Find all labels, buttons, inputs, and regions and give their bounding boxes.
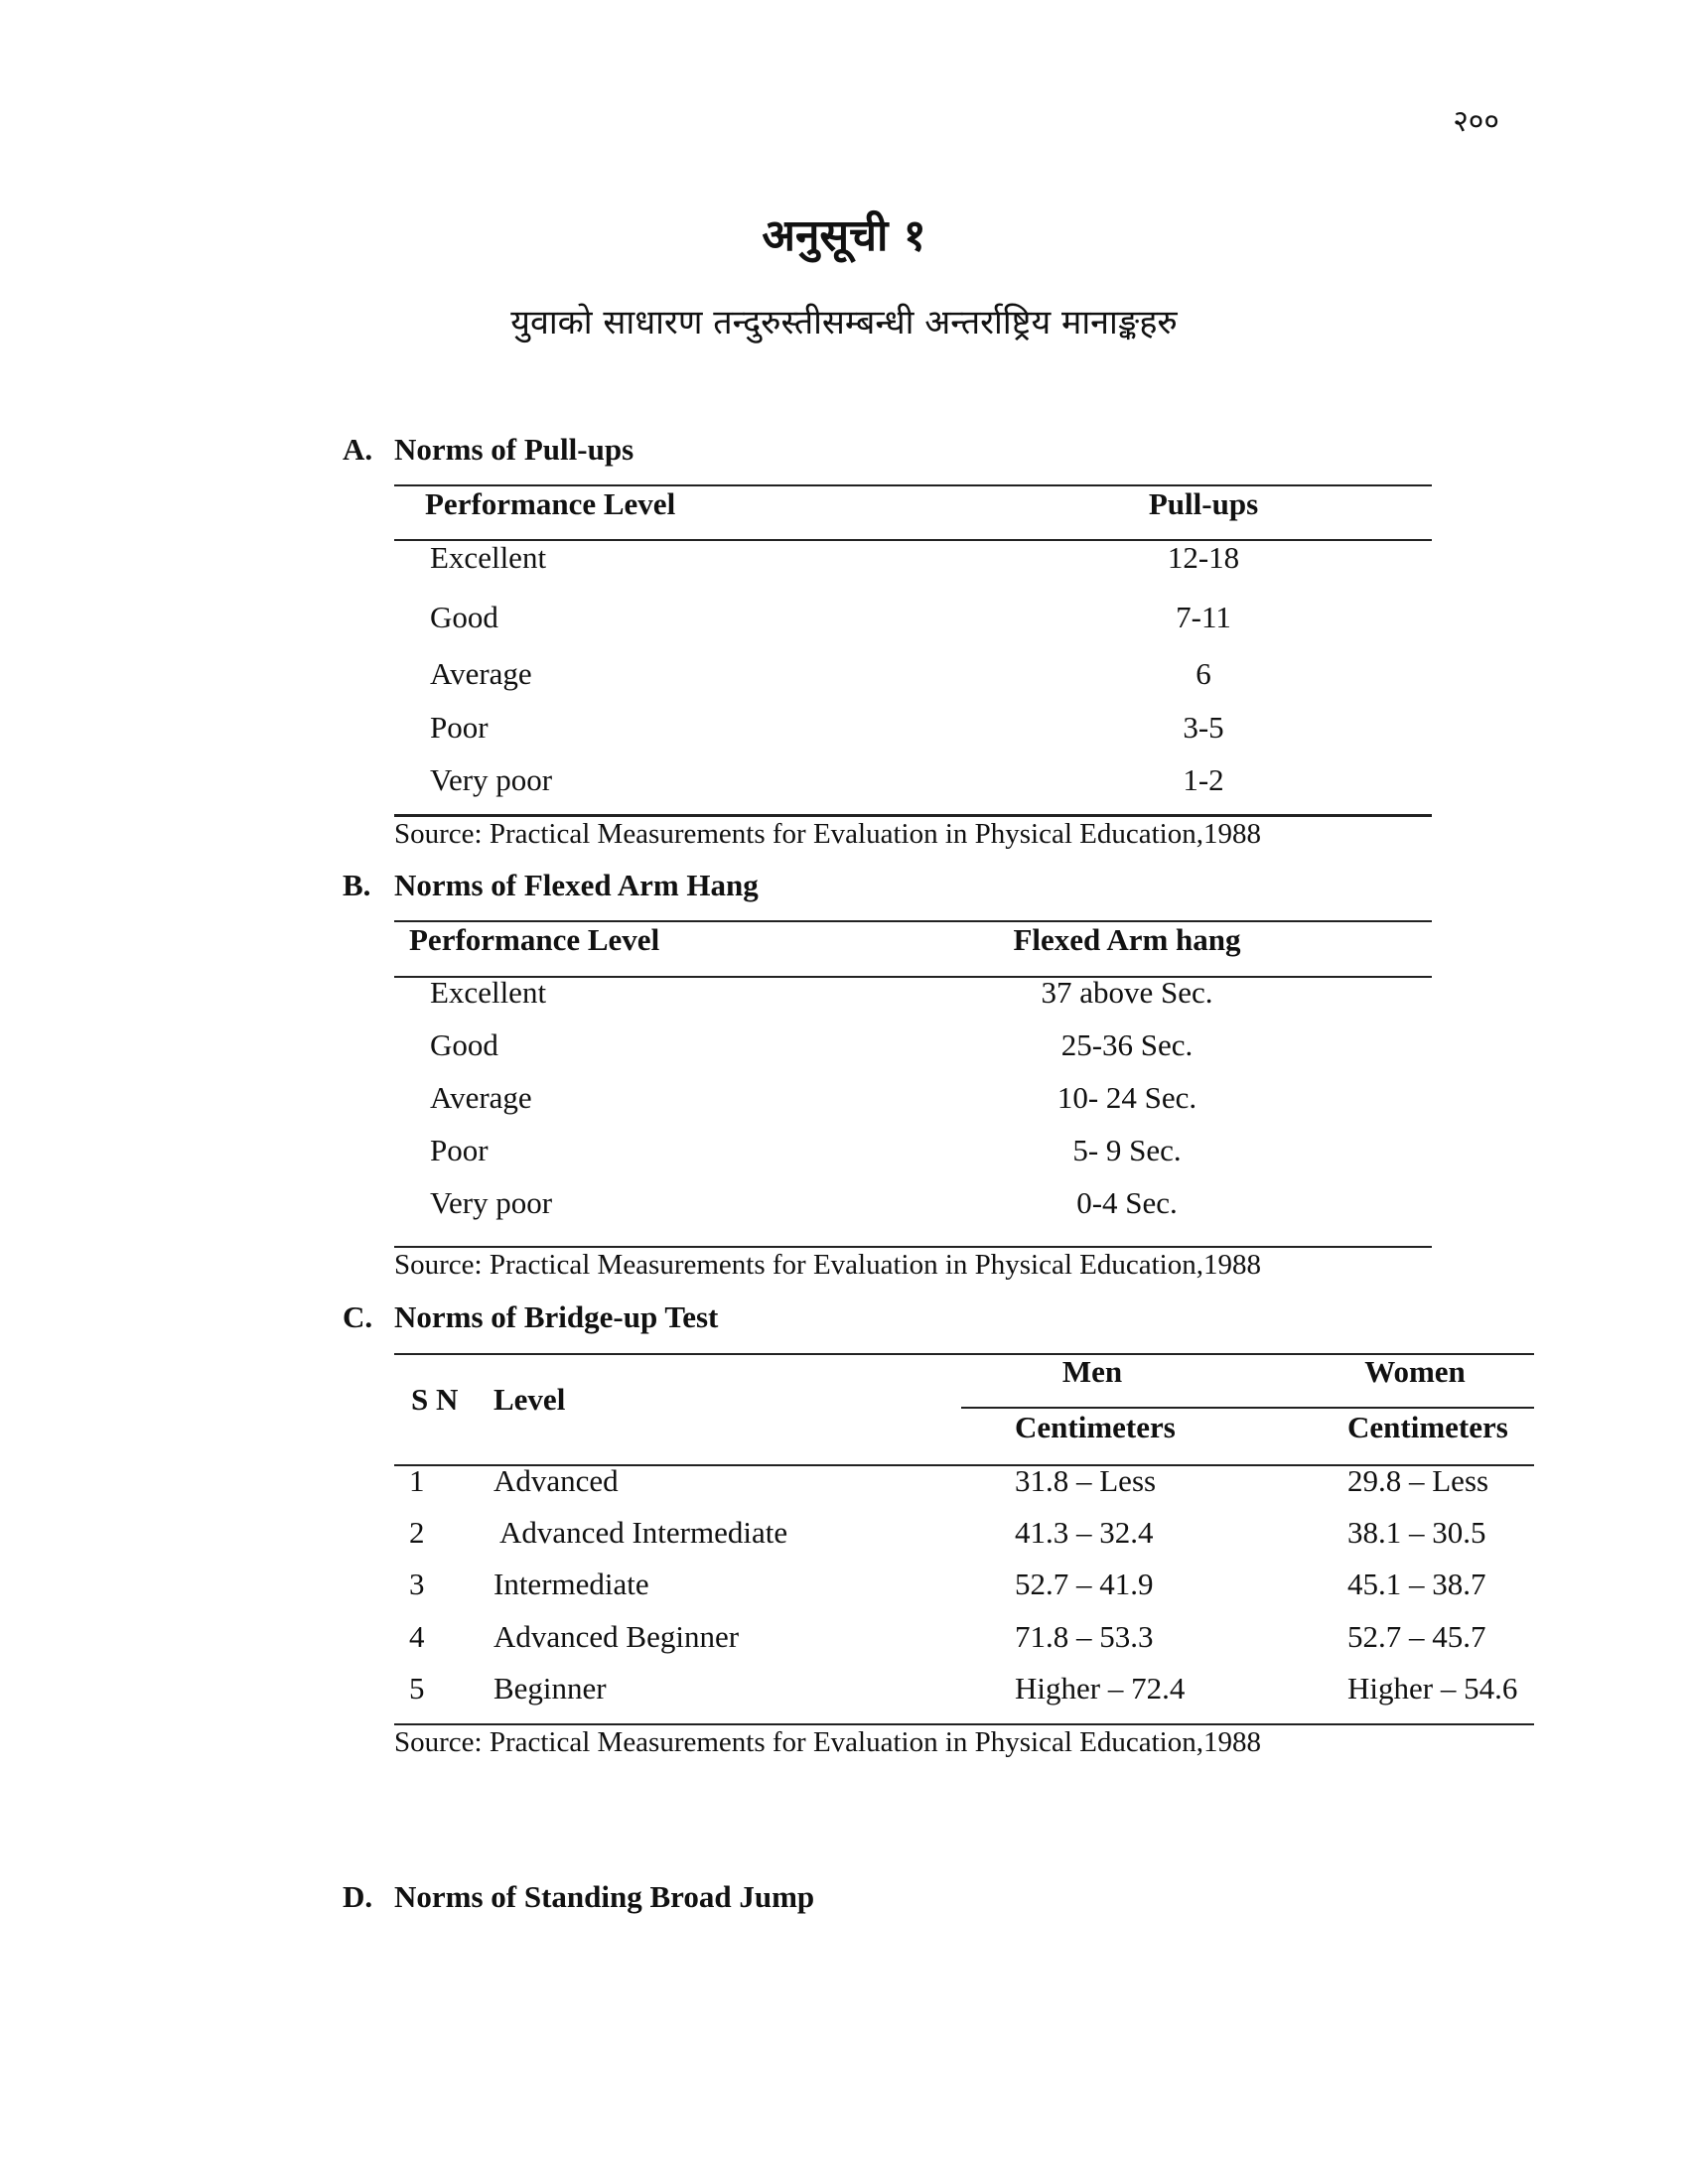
table-b-bottom-rule <box>394 1246 1432 1248</box>
table-b-level: Very poor <box>430 1185 553 1220</box>
table-c-subcol-men: Centimeters <box>1015 1410 1176 1444</box>
table-c-women: Higher – 54.6 <box>1347 1671 1518 1706</box>
table-b-value: 10- 24 Sec. <box>1056 1080 1197 1115</box>
section-letter: C. <box>343 1299 373 1334</box>
table-c-col-men: Men <box>1061 1354 1123 1389</box>
table-a-value: 12-18 <box>1167 540 1240 575</box>
table-c-level: Intermediate <box>493 1567 649 1601</box>
table-c-women: 45.1 – 38.7 <box>1347 1567 1486 1601</box>
table-a-col-level: Performance Level <box>425 486 676 521</box>
table-a-value: 6 <box>1196 656 1211 691</box>
table-c-sn: 2 <box>409 1515 425 1550</box>
table-a-bottom-rule <box>394 814 1432 817</box>
table-c-women: 38.1 – 30.5 <box>1347 1515 1486 1550</box>
page-number: २०० <box>1453 104 1499 139</box>
section-letter: A. <box>343 432 373 467</box>
table-a-col-pullups: Pull-ups <box>1148 486 1259 521</box>
table-c-col-sn: S N <box>411 1382 459 1417</box>
table-c-level: Advanced <box>493 1463 619 1498</box>
table-c-men: Higher – 72.4 <box>1015 1671 1186 1706</box>
page-title: अनुसूची १ <box>762 210 926 261</box>
table-b-col-level: Performance Level <box>409 922 660 957</box>
table-c-sn: 5 <box>409 1671 425 1706</box>
section-d-heading <box>343 1879 814 1915</box>
table-c-men: 71.8 – 53.3 <box>1015 1619 1154 1654</box>
page-subtitle: युवाको साधारण तन्दुरुस्तीसम्बन्धी अन्तर्राष्ट्रिय मानाङ्कहरु <box>510 303 1178 342</box>
table-c-level: Advanced Intermediate <box>493 1515 788 1550</box>
table-c-subcol-women: Centimeters <box>1347 1410 1508 1444</box>
table-a-level: Good <box>430 600 498 634</box>
table-c-sn: 3 <box>409 1567 425 1601</box>
table-c-level: Beginner <box>493 1671 607 1706</box>
table-c-sn: 4 <box>409 1619 425 1654</box>
table-a-source: Source: Practical Measurements for Evaluation in Physical Education,1988 <box>394 818 1261 850</box>
table-b-level: Excellent <box>430 975 547 1010</box>
table-b-source: Source: Practical Measurements for Evaluation in Physical Education,1988 <box>394 1249 1261 1281</box>
section-letter: B. <box>343 868 371 902</box>
table-a-value: 3-5 <box>1183 710 1224 745</box>
table-a-level: Average <box>430 656 532 691</box>
table-a-value: 7-11 <box>1176 600 1231 634</box>
section-a-heading <box>343 432 633 468</box>
section-title: Norms of Pull-ups <box>394 432 634 467</box>
section-title: Norms of Bridge-up Test <box>394 1299 719 1334</box>
table-b-value: 37 above Sec. <box>1041 975 1213 1010</box>
table-b-level: Good <box>430 1027 498 1062</box>
table-c-group-rule <box>961 1407 1534 1409</box>
table-b-level: Average <box>430 1080 532 1115</box>
table-a-level: Excellent <box>430 540 547 575</box>
section-c-heading <box>343 1299 718 1335</box>
table-b-header-rule <box>394 976 1432 978</box>
table-b-value: 5- 9 Sec. <box>1072 1133 1182 1167</box>
table-c-men: 41.3 – 32.4 <box>1015 1515 1154 1550</box>
table-c-women: 29.8 – Less <box>1347 1463 1489 1498</box>
section-letter: D. <box>343 1879 373 1914</box>
table-a-value: 1-2 <box>1183 762 1224 797</box>
section-b-heading <box>343 868 759 903</box>
table-c-men: 52.7 – 41.9 <box>1015 1567 1154 1601</box>
table-c-men: 31.8 – Less <box>1015 1463 1157 1498</box>
table-b-value: 0-4 Sec. <box>1076 1185 1178 1220</box>
table-a-level: Poor <box>430 710 489 745</box>
table-c-women: 52.7 – 45.7 <box>1347 1619 1486 1654</box>
table-c-source: Source: Practical Measurements for Evaluation in Physical Education,1988 <box>394 1726 1261 1758</box>
table-b-level: Poor <box>430 1133 489 1167</box>
table-b-value: 25-36 Sec. <box>1060 1027 1194 1062</box>
table-a-level: Very poor <box>430 762 553 797</box>
table-c-col-women: Women <box>1364 1354 1466 1389</box>
table-c-sn: 1 <box>409 1463 425 1498</box>
table-b-col-hang: Flexed Arm hang <box>1013 922 1241 957</box>
table-c-col-level: Level <box>493 1382 566 1417</box>
section-title: Norms of Flexed Arm Hang <box>394 868 759 902</box>
table-c-bottom-rule <box>394 1723 1534 1725</box>
table-c-level: Advanced Beginner <box>493 1619 740 1654</box>
section-title: Norms of Standing Broad Jump <box>394 1879 815 1914</box>
